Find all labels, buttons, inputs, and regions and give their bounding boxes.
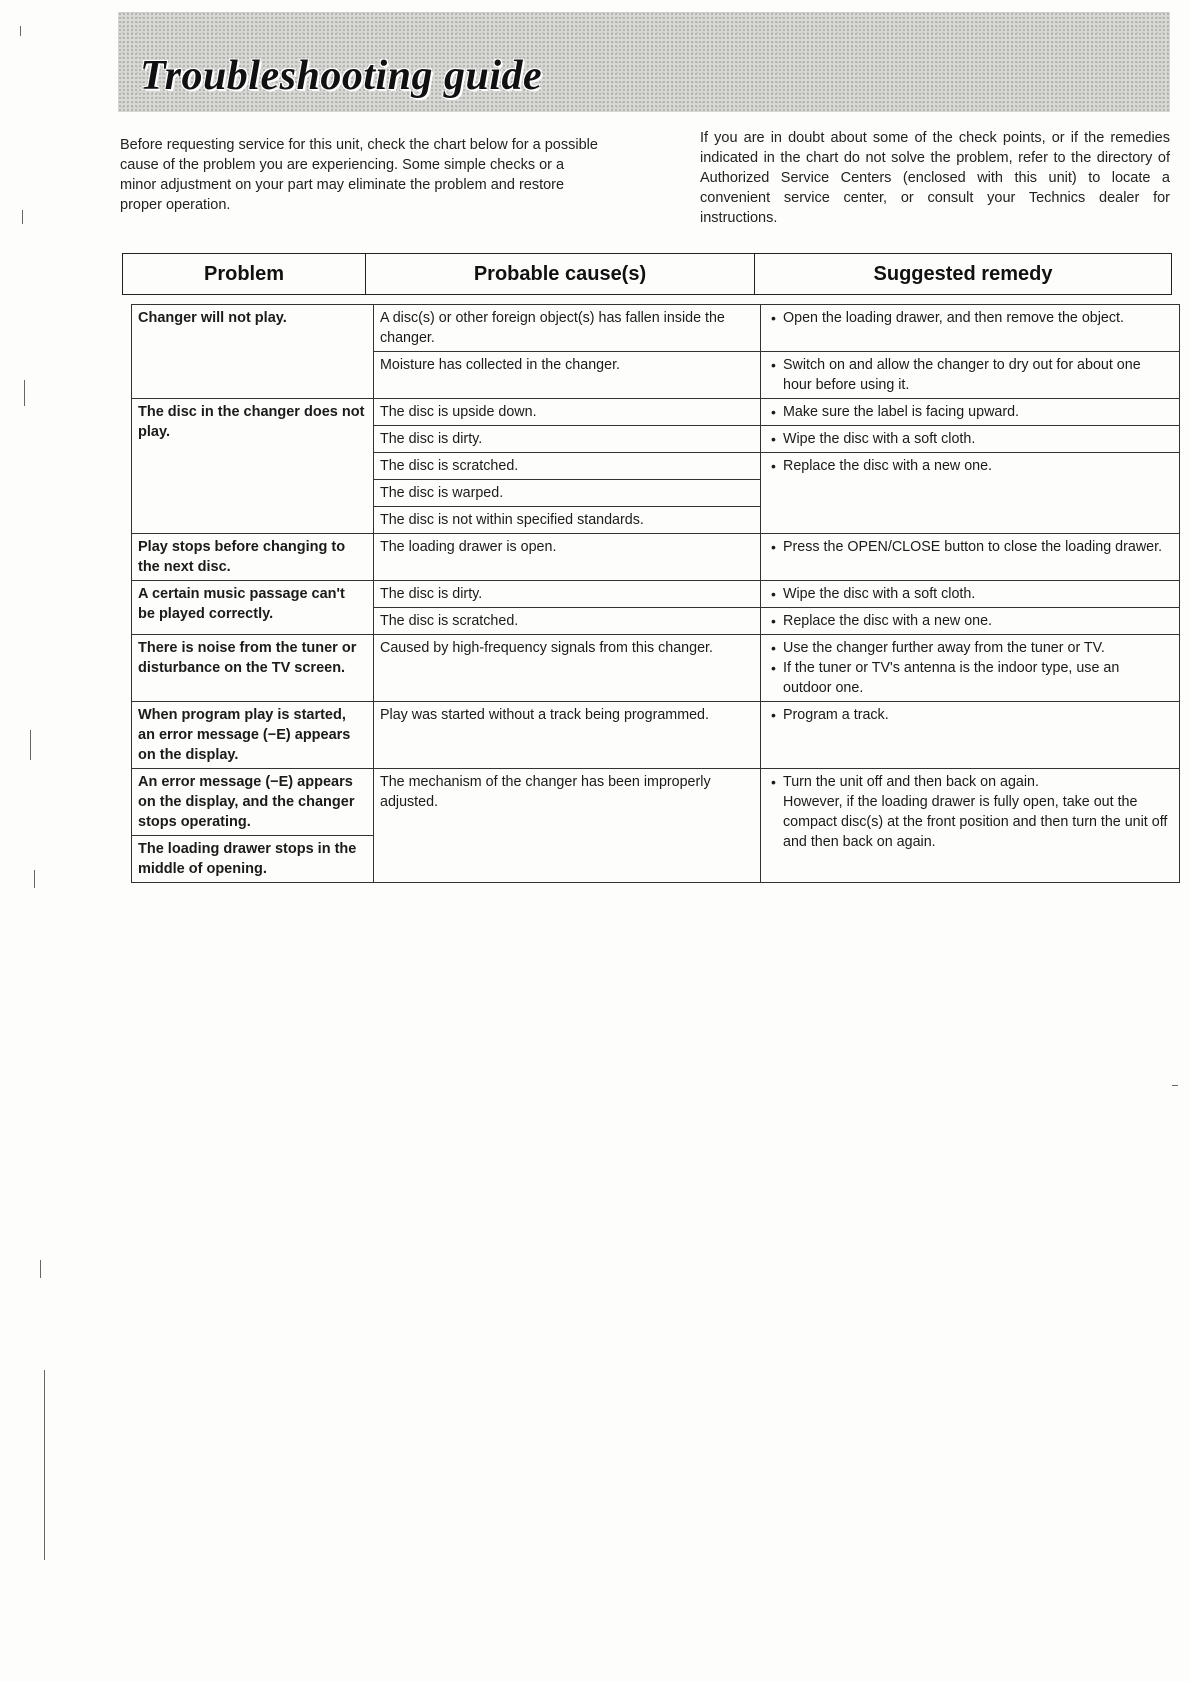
intro-paragraph-left: Before requesting service for this unit, check the chart below for a possible cause of the problem you are experiencing. Some simple checks or a minor adjustment on your part may eliminate the problem and restore proper operation. — [120, 137, 598, 213]
remedy-cell — [761, 305, 1180, 352]
cause-cell: The mechanism of the changer has been improperly adjusted. — [374, 769, 761, 883]
remedy-item: • Replace the disc with a new one. — [771, 456, 1171, 476]
remedy-cell — [761, 608, 1180, 635]
remedy-cell — [761, 635, 1180, 702]
remedy-item: • Use the changer further away from the tuner or TV. — [771, 638, 1171, 658]
remedy-cell — [761, 399, 1180, 426]
table-header-row — [122, 253, 1172, 295]
cause-cell: Caused by high-frequency signals from this changer. — [374, 635, 761, 702]
problem-cell: Play stops before changing to the next disc. — [132, 534, 374, 581]
remedy-item: • Press the OPEN/CLOSE button to close the loading drawer. — [771, 537, 1171, 557]
intro-paragraph-right: If you are in doubt about some of the check points, or if the remedies indicated in the chart do not solve the problem, refer to the directory of Authorized Service Centers (enclosed with this unit) to locate a convenient service center, or consult your Technics dealer for instructions. — [700, 130, 1170, 226]
cause-cell: The disc is scratched. — [374, 453, 761, 480]
remedy-item: • Program a track. — [771, 705, 1171, 725]
header-probable-cause: Probable cause(s) — [366, 254, 755, 294]
table-row — [132, 702, 1180, 769]
remedy-item: • Make sure the label is facing upward. — [771, 402, 1171, 422]
table-row — [132, 635, 1180, 702]
header-suggested-remedy: Suggested remedy — [873, 262, 1053, 285]
cause-cell: The disc is not within specified standards. — [374, 507, 761, 534]
page-title: Troubleshooting guide — [140, 53, 543, 99]
problem-cell: Changer will not play. — [132, 305, 374, 399]
problem-cell: The loading drawer stops in the middle of opening. — [132, 836, 374, 883]
remedy-cell — [761, 453, 1180, 534]
remedy-item: • Switch on and allow the changer to dry out for about one hour before using it. — [771, 355, 1171, 395]
table-row — [132, 769, 1180, 836]
cause-cell: Play was started without a track being programmed. — [374, 702, 761, 769]
remedy-item: • Replace the disc with a new one. — [771, 611, 1171, 631]
table-row — [132, 399, 1180, 426]
cause-cell: The disc is scratched. — [374, 608, 761, 635]
remedy-cell — [761, 581, 1180, 608]
remedy-item: • Turn the unit off and then back on again. — [771, 772, 1171, 792]
cause-cell: Moisture has collected in the changer. — [374, 352, 761, 399]
cause-cell: The loading drawer is open. — [374, 534, 761, 581]
table-row — [132, 581, 1180, 608]
remedy-item: • Wipe the disc with a soft cloth. — [771, 584, 1171, 604]
cause-cell: The disc is dirty. — [374, 426, 761, 453]
problem-cell: An error message (−E) appears on the display, and the changer stops operating. — [132, 769, 374, 836]
remedy-cell — [761, 426, 1180, 453]
remedy-cell — [761, 769, 1180, 883]
remedy-item: • Open the loading drawer, and then remove the object. — [771, 308, 1171, 328]
cause-cell: A disc(s) or other foreign object(s) has fallen inside the changer. — [374, 305, 761, 352]
problem-cell: The disc in the changer does not play. — [132, 399, 374, 534]
header-problem: Problem — [123, 254, 366, 294]
problem-cell: When program play is started, an error message (−E) appears on the display. — [132, 702, 374, 769]
remedy-item-continued: However, if the loading drawer is fully open, take out the compact disc(s) at the front position and then turn the unit off and then back on again. — [783, 794, 1168, 850]
problem-cell: There is noise from the tuner or disturbance on the TV screen. — [132, 635, 374, 702]
remedy-cell — [761, 352, 1180, 399]
remedy-item: • Wipe the disc with a soft cloth. — [771, 429, 1171, 449]
remedy-cell — [761, 534, 1180, 581]
troubleshooting-table — [131, 304, 1180, 883]
cause-cell: The disc is upside down. — [374, 399, 761, 426]
table-row — [132, 534, 1180, 581]
cause-cell: The disc is dirty. — [374, 581, 761, 608]
remedy-cell — [761, 702, 1180, 769]
table-row — [132, 305, 1180, 352]
problem-cell: A certain music passage can't be played correctly. — [132, 581, 374, 635]
cause-cell: The disc is warped. — [374, 480, 761, 507]
remedy-item: • If the tuner or TV's antenna is the indoor type, use an outdoor one. — [771, 658, 1171, 698]
